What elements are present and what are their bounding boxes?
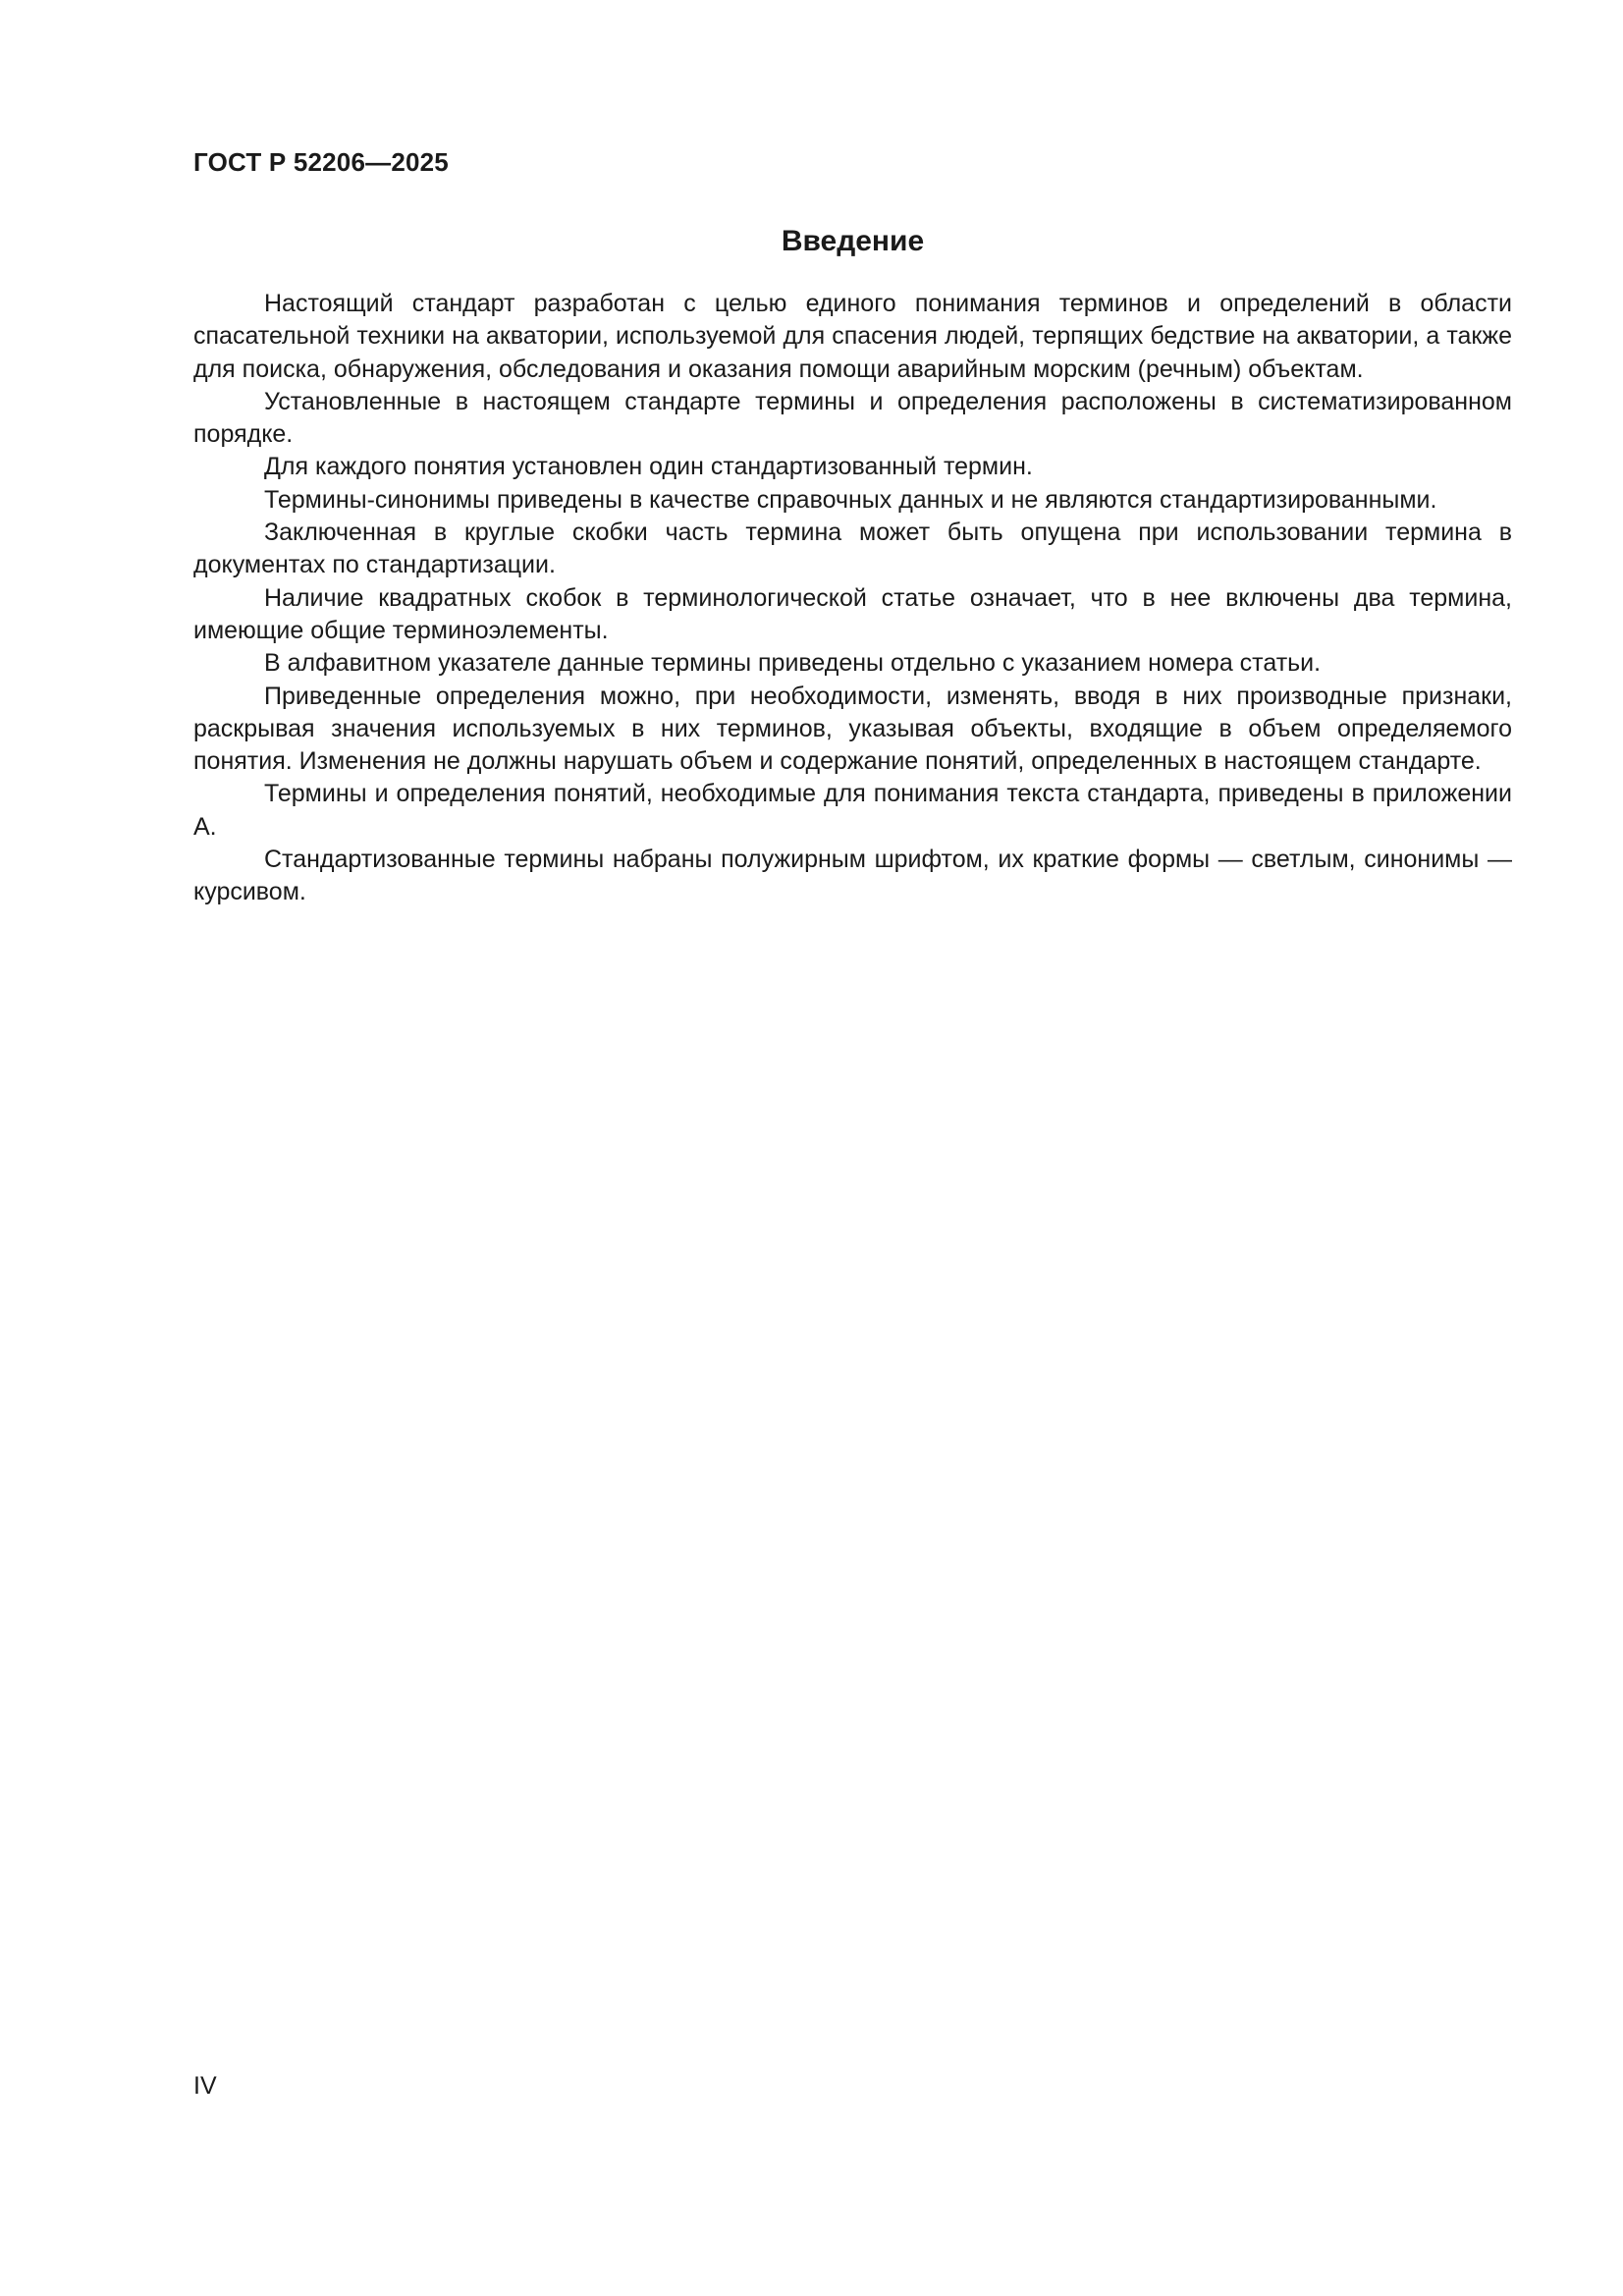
paragraph: В алфавитном указателе данные термины приведены отдельно с указанием номера статьи. xyxy=(264,649,1322,678)
paragraph: Стандартизованные термины набраны полужирным шрифтом, их краткие формы — светлым, синонимы — курсивом. xyxy=(193,846,1512,906)
paragraph: Для каждого понятия установлен один стандартизованный термин. xyxy=(264,453,1033,481)
paragraph: Термины-синонимы приведены в качестве справочных данных и не являются стандартизированными. xyxy=(264,485,1437,514)
paragraph: Настоящий стандарт разработан с целью единого понимания терминов и определений в области спасательной техники на акватории, используемой для спасения людей, терпящих бедствие на акватории, а также для поиска, обнаружения, обследования и оказания помощи аварийным морским (речным) объектам. xyxy=(193,290,1512,383)
introduction-body xyxy=(193,288,1512,909)
paragraph: Приведенные определения можно, при необходимости, изменять, вводя в них производные признаки, раскрывая значения используемых в них терминов, указывая объекты, входящие в объем определяемого понятия. Изменения не должны нарушать объем и содержание понятий, определенных в настоящем стандарте. xyxy=(193,682,1512,776)
paragraph: Термины и определения понятий, необходимые для понимания текста стандарта, приведены в приложении А. xyxy=(193,780,1512,841)
page-number: IV xyxy=(193,2072,217,2100)
paragraph: Установленные в настоящем стандарте термины и определения расположены в систематизированном порядке. xyxy=(193,387,1512,449)
section-title: Введение xyxy=(781,225,925,257)
document-code: ГОСТ Р 52206—2025 xyxy=(193,147,449,177)
paragraph: Наличие квадратных скобок в терминологической статье означает, что в нее включены два термина, имеющие общие терминоэлементы. xyxy=(193,583,1512,644)
paragraph: Заключенная в круглые скобки часть термина может быть опущена при использовании термина в документах по стандартизации. xyxy=(193,519,1512,579)
